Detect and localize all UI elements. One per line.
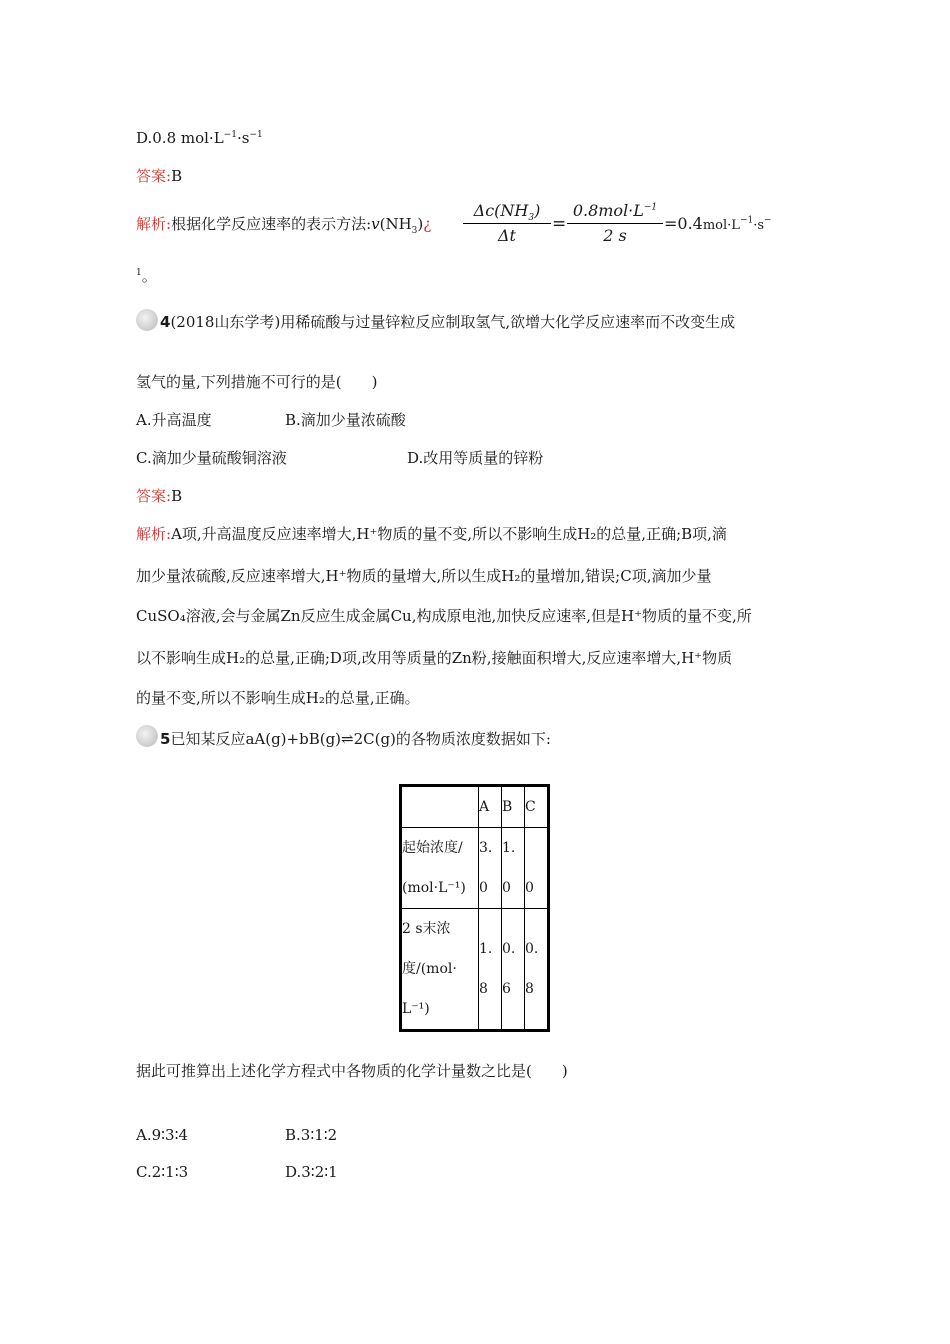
table-row [401, 909, 549, 1031]
explanation-q4-line1: 解析:A项,升高温度反应速率增大,H⁺物质的量不变,所以不影响生成H₂的总量,正确;B项,滴 [136, 525, 727, 543]
explanation-q4-line4: 以不影响生成H₂的总量,正确;D项,改用等质量的Zn粉,接触面积增大,反应速率增大,H⁺物质 [136, 649, 733, 667]
option-c: C.滴加少量硫酸铜溶液 [136, 449, 287, 467]
explanation-q4-line2: 加少量浓硫酸,反应速率增大,H⁺物质的量增大,所以生成H₂的量增加,错误;C项,滴加少量 [136, 567, 712, 585]
option-b: B.滴加少量浓硫酸 [285, 411, 406, 429]
explanation-q3-wrap: $^1$。 [136, 267, 157, 285]
table-header-row [401, 786, 549, 828]
table-cell: 0. 6 [502, 909, 525, 1031]
table-cell: 0. 8 [525, 909, 549, 1031]
table-header-cell: C [525, 786, 549, 828]
option-a: A.9∶3∶4 [136, 1126, 189, 1144]
question-number: 5 [160, 730, 171, 748]
explanation-q3: 解析:根据化学反应速率的表示方法$:v(NH_3)¿$ [136, 215, 432, 236]
rate-fraction: $\Delta c(NH_3)$ Δt [463, 200, 551, 247]
concentration-table [399, 784, 550, 1032]
answer-value: B [171, 487, 183, 505]
explanation-q4-line5: 的量不变,所以不影响生成H₂的总量,正确。 [136, 689, 420, 707]
explanation-q4-line3: CuSO₄溶液,会与金属Zn反应生成金属Cu,构成原电池,加快反应速率,但是H⁺物质的量不变,所 [136, 607, 752, 625]
table-row [401, 828, 549, 909]
table-cell: 1. 0 [502, 828, 525, 909]
table-header-cell [401, 786, 479, 828]
explanation-label: 解析: [136, 215, 172, 233]
question-5-stem: 5已知某反应aA(g)+bB(g)⇌2C(g)的各物质浓度数据如下: [160, 730, 551, 748]
question-badge-icon [136, 309, 158, 331]
row-label: 起始浓度/ (mol·L⁻¹) [401, 828, 479, 909]
value-fraction: $0.8mol\cdot L^{-1}$ 2 s [567, 200, 663, 247]
question-badge-icon [136, 725, 158, 747]
answer-q4 [136, 486, 182, 506]
option-d-prev: D.0.8 $mol\cdot L^{-1}\cdot s^{-1}$ [136, 129, 263, 147]
answer-q3 [136, 166, 182, 186]
question-4-stem: 4(2018山东学考)用稀硫酸与过量锌粒反应制取氢气,欲增大化学反应速率而不改变生成 [160, 313, 736, 331]
question-4-stem-line2: 氢气的量,下列措施不可行的是( ) [136, 373, 378, 391]
option-c: C.2∶1∶3 [136, 1163, 189, 1181]
table-cell: 0 [525, 828, 549, 909]
table-cell: 1. 8 [479, 909, 502, 1031]
option-d: D.3∶2∶1 [285, 1163, 338, 1181]
table-header-cell: A [479, 786, 502, 828]
row-label: 2 s末浓 度/(mol· L⁻¹) [401, 909, 479, 1031]
table-header-cell: B [502, 786, 525, 828]
answer-value: B [171, 167, 183, 185]
question-number: 4 [160, 313, 171, 331]
explanation-label: 解析: [136, 525, 172, 543]
answer-label: 答案: [136, 167, 172, 185]
option-a: A.升高温度 [136, 411, 212, 429]
option-d: D.改用等质量的锌粉 [407, 449, 544, 467]
table-cell: 3. 0 [479, 828, 502, 909]
option-b: B.3∶1∶2 [285, 1126, 338, 1144]
question-5-prompt: 据此可推算出上述化学方程式中各物质的化学计量数之比是( ) [136, 1062, 568, 1080]
glitch-char: ¿ [423, 215, 432, 233]
answer-label: 答案: [136, 487, 172, 505]
